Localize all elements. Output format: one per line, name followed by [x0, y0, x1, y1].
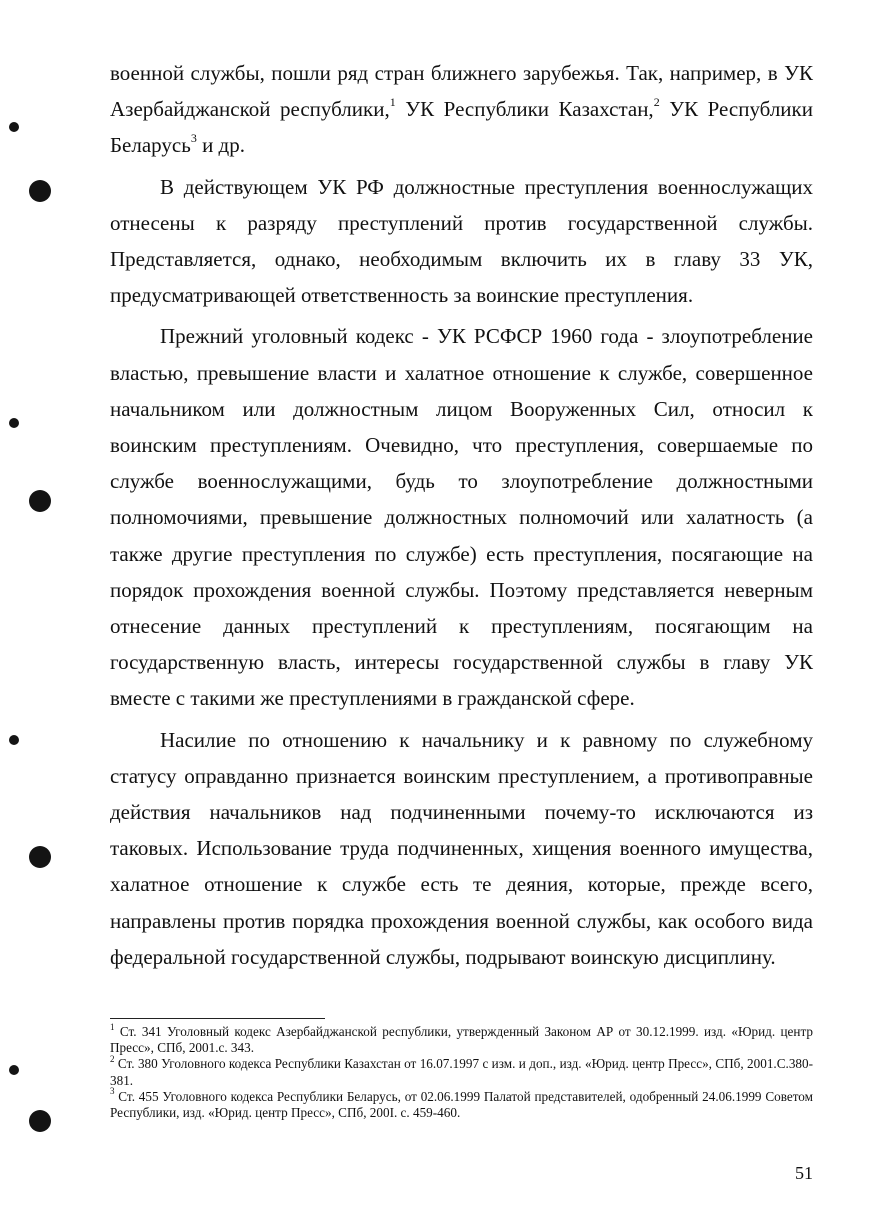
punch-hole	[29, 490, 51, 512]
punch-hole	[29, 846, 51, 868]
paragraph: военной службы, пошли ряд стран ближнего зарубежья. Так, например, в УК Азербайджанской республики,$^1$ УК Республики Казахстан,$^2$ УК Республики Беларусь$^3$ и др.	[110, 61, 813, 158]
punch-hole	[29, 1110, 51, 1132]
footnote-mark: 3	[110, 1086, 115, 1097]
footnote-mark: 1	[110, 1021, 115, 1032]
punch-hole	[9, 1065, 19, 1075]
paragraph: Насилие по отношению к начальнику и к равному по служебному статусу оправданно признается воинским преступлением, а противоправные действия начальников над подчиненными почему-то исключаются из таковых. Использование труда подчиненных, хищения военного имущества, халатное отношение к службе есть те деяния, которые, прежде всего, направлены против порядка прохождения военной службы, как особого вида федеральной государственной службы, подрывают воинскую дисциплину.	[110, 727, 813, 969]
footnote-ref[interactable]: 2	[653, 95, 660, 110]
footnote: $^2$ Ст. 380 Уголовного кодекса Республики Казахстан от 16.07.1997 с изм. и доп., изд. «Юрид. центр Пресс», СПб, 2001.С.380-381.	[110, 1054, 813, 1088]
punch-hole	[9, 735, 19, 745]
punch-hole	[9, 122, 19, 132]
paragraph: Прежний уголовный кодекс - УК РСФСР 1960 года - злоупотребление властью, превышение власти и халатное отношение к службе, совершенное начальником или должностным лицом Вооруженных Сил, относил к воинским преступлениям. Очевидно, что преступления, совершаемые по службе военнослужащими, будь то злоупотребление должностными полномочиями, превышение должностных полномочий или халатность (а также другие преступления по службе) есть преступления, посягающие на порядок прохождения военной службы. Поэтому представляется неверным отнесение данных преступлений к преступлениям, посягающим на государственную власть, интересы государственной службы в главу УК вместе с такими же преступлениями в гражданской сфере.	[110, 324, 813, 711]
footnote-ref[interactable]: 3	[190, 131, 197, 146]
footnote-ref[interactable]: 1	[389, 95, 396, 110]
body-text	[110, 55, 813, 975]
page-number: 51	[795, 1163, 813, 1183]
punch-hole	[9, 418, 19, 428]
paragraph: В действующем УК РФ должностные преступления военнослужащих отнесены к разряду преступлений против государственной службы. Представляется, однако, необходимым включить их в главу 33 УК, предусматривающей ответственность за воинские преступления.	[110, 174, 813, 308]
footnote-mark: 2	[110, 1054, 115, 1065]
footnote-divider	[110, 1018, 325, 1019]
punch-hole	[29, 180, 51, 202]
footnote: $^3$ Ст. 455 Уголовного кодекса Республики Беларусь, от 02.06.1999 Палатой представителей, одобренный 24.06.1999 Советом Республики, изд. «Юрид. центр Пресс», СПб, 200I. с. 459-460.	[110, 1086, 813, 1121]
footnotes	[110, 1021, 813, 1121]
footnote: $^1$ Ст. 341 Уголовный кодекс Азербайджанской республики, утвержденный Законом АР от 30.12.1999. изд. «Юрид. центр Пресс», СПб, 2001.с. 343.	[110, 1021, 813, 1056]
